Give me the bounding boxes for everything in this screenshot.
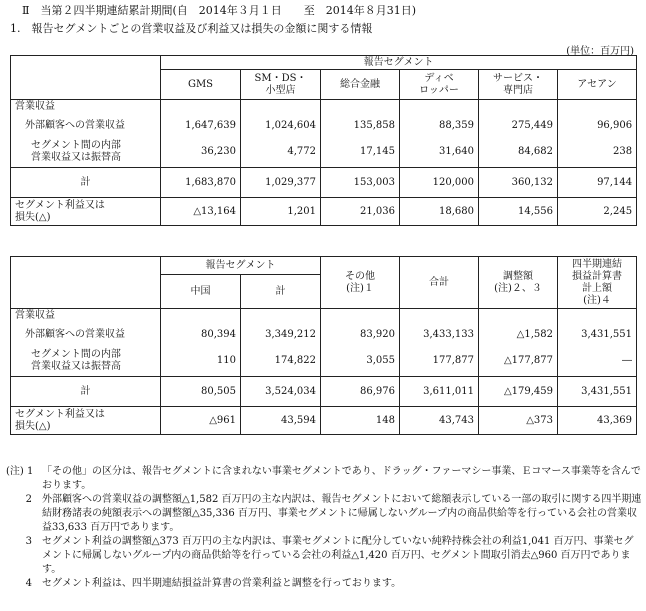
cell-value: 3,349,212 [241,323,321,347]
cell-value: 275,449 [479,114,558,138]
row-label: 外部顧客への営業収益 [11,114,161,138]
table-row [11,138,637,168]
cell-value: 153,003 [321,168,400,198]
cell-value: 88,359 [400,114,479,138]
cell-value: 238 [558,138,637,168]
segment-table-1 [10,55,637,226]
label-header-blank [11,56,161,100]
footnote-number: 4 [25,578,32,589]
table-row [11,198,637,226]
footnote-text: 「その他」の区分は、報告セグメントに含まれない事業セグメントであり、ドラッグ・ファーマシー事業、Ｅコマース事業等を含んでおります。 [42,466,641,491]
col-header: 計 [241,275,321,309]
table-row [11,168,637,198]
footnote-number: 3 [25,536,32,547]
row-label: 計 [11,168,161,198]
cell-value: 84,682 [479,138,558,168]
row-label: セグメント間の内部 営業収益又は振替高 [11,138,161,168]
cell-value: 177,877 [400,347,479,377]
cell-value: 36,230 [161,138,241,168]
table-row [11,323,637,347]
cell-value: 43,369 [558,407,637,435]
cell-value: 14,556 [479,198,558,226]
col-header: アセアン [558,70,637,100]
cell-value: 135,858 [321,114,400,138]
col-header: 総合金融 [321,70,400,100]
cell-value: 3,611,011 [400,377,479,407]
cell-value: △179,459 [479,377,558,407]
cell-value: 18,680 [400,198,479,226]
cell-value: 43,594 [241,407,321,435]
cell-value: 43,743 [400,407,479,435]
cell-value: 2,245 [558,198,637,226]
cell-value: 86,976 [321,377,400,407]
cell-value: 1,647,639 [161,114,241,138]
cell-value: 1,683,870 [161,168,241,198]
footnote [6,577,642,591]
cell-value: 1,201 [241,198,321,226]
footnotes [6,465,642,591]
segment-table-2 [10,256,637,435]
section-label: 営業収益 [11,309,161,323]
cell-value: 120,000 [400,168,479,198]
footnote-number: (注) 1 [6,466,34,477]
cell-value: 4,772 [241,138,321,168]
row-label: セグメント利益又は 損失(△) [11,198,161,226]
cell-value: 3,431,551 [558,377,637,407]
cell-value: 31,640 [400,138,479,168]
cell-value: 3,431,551 [558,323,637,347]
footnote-text: セグメント利益は、四半期連結損益計算書の営業利益と調整を行っております。 [42,578,402,589]
cell-value: 97,144 [558,168,637,198]
col-header: SM・DS・ 小型店 [241,70,321,100]
col-header: 四半期連結 損益計算書 計上額 (注)４ [558,257,637,309]
cell-value: 1,029,377 [241,168,321,198]
cell-value: 80,505 [161,377,241,407]
footnote-number: 2 [25,494,32,505]
col-header: その他 (注)１ [321,257,400,309]
footnote [6,493,642,535]
cell-value: ― [558,347,637,377]
group-header: 報告セグメント [161,56,637,70]
cell-value: 174,822 [241,347,321,377]
footnote-text: セグメント利益の調整額△373 百万円の主な内訳は、事業セグメントに配分していない純粋持株会社の利益1,041 百万円、事業セグメントに帰属しないグループ内の商品供給等を行っている会社の利益△1,420 百万円、セグメント間取引消去△960 百万円であります。 [42,536,634,575]
section-title: 1. 報告セグメントごとの営業収益及び利益又は損失の金額に関する情報 [10,22,373,35]
period-title: Ⅱ 当第２四半期連結累計期間(自 2014年３月１日 至 2014年８月31日) [22,4,417,17]
cell-value: △1,582 [479,323,558,347]
row-label: セグメント利益又は 損失(△) [11,407,161,435]
row-label: 外部顧客への営業収益 [11,323,161,347]
cell-value: 3,055 [321,347,400,377]
row-label: セグメント間の内部 営業収益又は振替高 [11,347,161,377]
cell-value: △961 [161,407,241,435]
cell-value: 1,024,604 [241,114,321,138]
footnote [6,465,642,493]
col-header: 調整額 (注)２、３ [479,257,558,309]
cell-value: 83,920 [321,323,400,347]
footnote [6,535,642,577]
col-header: 中国 [161,275,241,309]
section-label: 営業収益 [11,100,161,114]
footnote-text: 外部顧客への営業収益の調整額△1,582 百万円の主な内訳は、報告セグメントにおいて総額表示している一部の取引に関する四半期連結財務諸表の純額表示への調整額△35,336 百万円、事業セグメントに帰属しないグループ内の商品供給等を行っている会社の営業収益33,633 百万円であります。 [42,494,642,533]
cell-value: △373 [479,407,558,435]
label-header-blank [11,257,161,309]
table-row [11,407,637,435]
cell-value: 17,145 [321,138,400,168]
col-header: ディベ ロッパー [400,70,479,100]
group-header: 報告セグメント [161,257,321,275]
cell-value: 110 [161,347,241,377]
col-header: GMS [161,70,241,100]
row-label: 計 [11,377,161,407]
table-row [11,347,637,377]
cell-value: △177,877 [479,347,558,377]
cell-value: 80,394 [161,323,241,347]
cell-value: 3,433,133 [400,323,479,347]
table-row [11,114,637,138]
col-header: サービス・ 専門店 [479,70,558,100]
cell-value: 148 [321,407,400,435]
col-header: 合計 [400,257,479,309]
cell-value: 3,524,034 [241,377,321,407]
cell-value: 96,906 [558,114,637,138]
cell-value: △13,164 [161,198,241,226]
cell-value: 21,036 [321,198,400,226]
unit-label: (単位：百万円) [566,46,634,57]
table-row [11,377,637,407]
cell-value: 360,132 [479,168,558,198]
